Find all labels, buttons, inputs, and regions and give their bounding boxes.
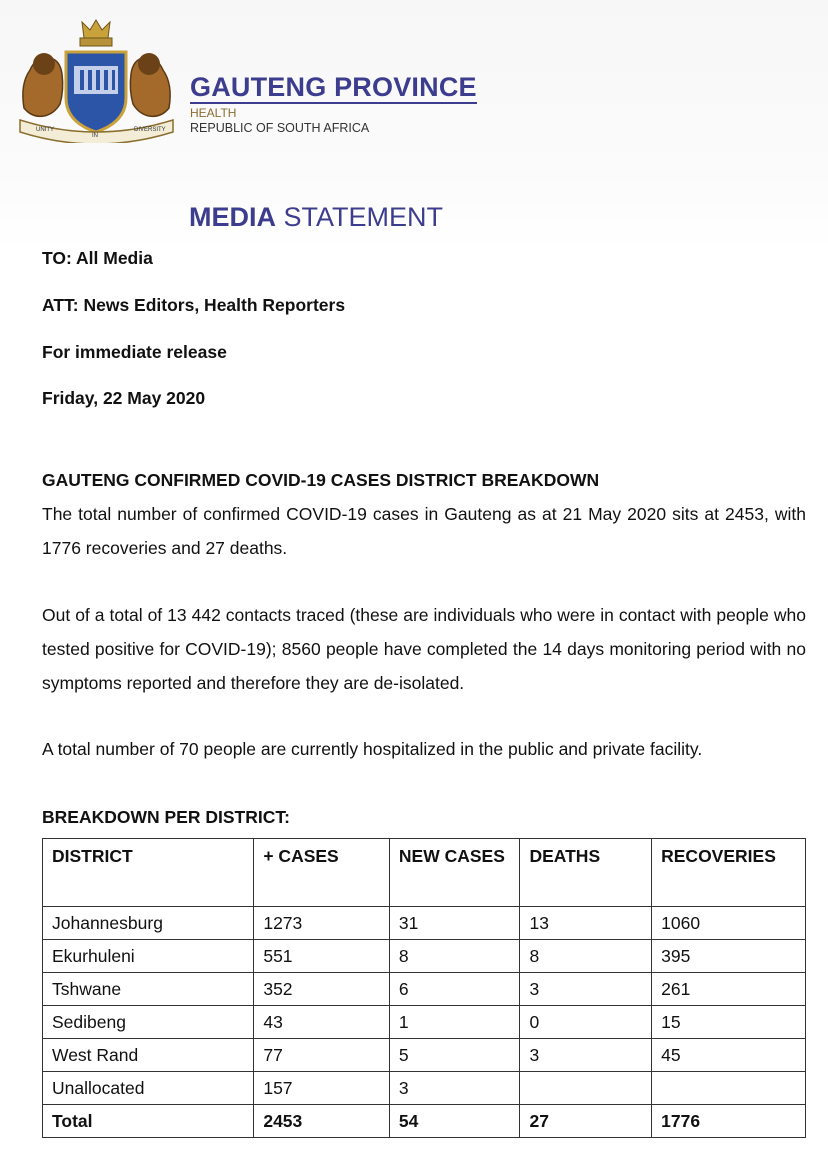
table-cell: Tshwane [43, 973, 254, 1006]
coat-of-arms-logo [14, 18, 179, 143]
release-line: For immediate release [42, 342, 227, 362]
column-header: NEW CASES [389, 839, 520, 907]
column-header: DISTRICT [43, 839, 254, 907]
table-row [43, 1006, 806, 1039]
table-row [43, 973, 806, 1006]
table-cell: 15 [652, 1006, 806, 1039]
table-cell: 3 [389, 1072, 520, 1105]
district-breakdown-table [42, 838, 806, 1138]
table-cell: 2453 [254, 1105, 390, 1138]
document-type-bold: MEDIA [189, 202, 276, 232]
table-cell [652, 1072, 806, 1105]
table-cell [520, 1072, 652, 1105]
table-cell: Johannesburg [43, 907, 254, 940]
table-cell: 31 [389, 907, 520, 940]
table-cell: 27 [520, 1105, 652, 1138]
recipient-line: TO: All Media [42, 248, 153, 268]
date-line: Friday, 22 May 2020 [42, 388, 206, 408]
table-row [43, 940, 806, 973]
table-header-row [43, 839, 806, 907]
motto-mid: IN [92, 133, 98, 139]
table-cell: 261 [652, 973, 806, 1006]
summary-paragraph: The total number of confirmed COVID-19 cases in Gauteng as at 21 May 2020 sits at 2453, with 1776 recoveries and 27 deaths. [42, 504, 806, 558]
table-cell: 551 [254, 940, 390, 973]
table-cell: 1273 [254, 907, 390, 940]
table-cell: Total [43, 1105, 254, 1138]
table-cell: 1776 [652, 1105, 806, 1138]
table-cell: Unallocated [43, 1072, 254, 1105]
table-cell: 395 [652, 940, 806, 973]
attention-line: ATT: News Editors, Health Reporters [42, 295, 346, 315]
document-type-title [189, 201, 443, 233]
country-name: REPUBLIC OF SOUTH AFRICA [190, 121, 370, 135]
org-name: GAUTENG PROVINCE [190, 72, 477, 102]
statement-heading: GAUTENG CONFIRMED COVID-19 CASES DISTRICT BREAKDOWN [42, 470, 600, 490]
table-row [43, 907, 806, 940]
table-row [43, 1039, 806, 1072]
table-cell: 1 [389, 1006, 520, 1039]
department-name: HEALTH [190, 106, 237, 120]
contacts-paragraph: Out of a total of 13 442 contacts traced (these are individuals who were in contact with people who tested positive for COVID-19); 8560 people have completed the 14 days monitoring period with no symptoms reported and therefore they are de-isolated. [42, 605, 806, 693]
table-cell: Ekurhuleni [43, 940, 254, 973]
table-cell: West Rand [43, 1039, 254, 1072]
table-cell: 43 [254, 1006, 390, 1039]
column-header: + CASES [254, 839, 390, 907]
table-title: BREAKDOWN PER DISTRICT: [42, 807, 290, 827]
document-type-light: STATEMENT [283, 202, 444, 232]
table-cell: 1060 [652, 907, 806, 940]
table-cell: 157 [254, 1072, 390, 1105]
table-cell: 77 [254, 1039, 390, 1072]
hospitalized-paragraph: A total number of 70 people are currently hospitalized in the public and private facility. [42, 739, 703, 759]
column-header: DEATHS [520, 839, 652, 907]
table-cell: 45 [652, 1039, 806, 1072]
table-cell: 8 [520, 940, 652, 973]
table-total-row [43, 1105, 806, 1138]
table-row [43, 1072, 806, 1105]
motto-left: UNITY [36, 127, 54, 133]
column-header: RECOVERIES [652, 839, 806, 907]
motto-right: DIVERSITY [134, 127, 166, 133]
table-cell: Sedibeng [43, 1006, 254, 1039]
table-cell: 0 [520, 1006, 652, 1039]
table-cell: 6 [389, 973, 520, 1006]
table-cell: 352 [254, 973, 390, 1006]
table-cell: 3 [520, 1039, 652, 1072]
table-cell: 5 [389, 1039, 520, 1072]
table-cell: 3 [520, 973, 652, 1006]
table-cell: 13 [520, 907, 652, 940]
table-cell: 54 [389, 1105, 520, 1138]
table-cell: 8 [389, 940, 520, 973]
